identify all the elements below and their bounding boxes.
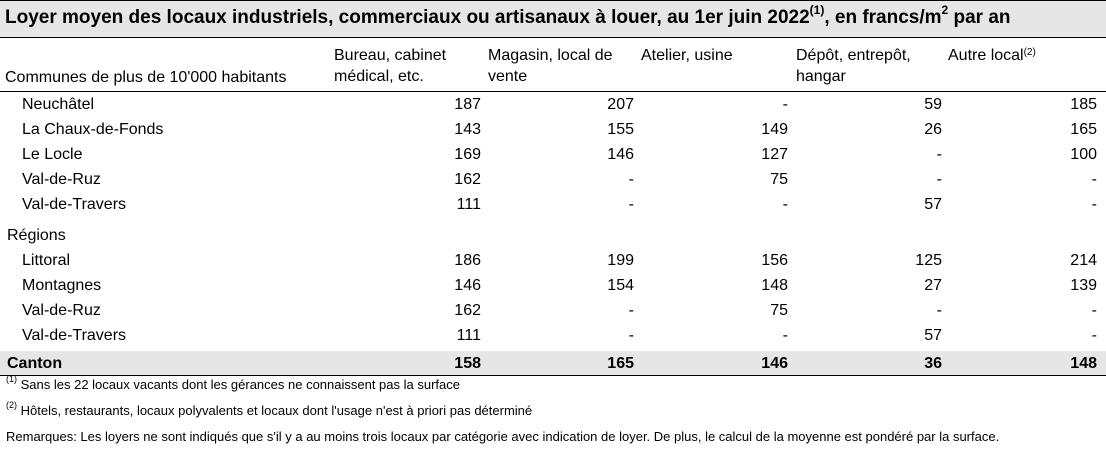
table-row: [0, 298, 1106, 323]
row-value: 127: [761, 146, 788, 163]
remarks: Remarques: Les loyers ne sont indiqués que s'il y a au moins trois locaux par catégorie avec indication de loyer. De plus, le calcul de la moyenne est pondéré par la surface.: [6, 429, 1000, 444]
row-value: -: [1091, 171, 1097, 188]
header-col-depot-line1: Dépôt, entrepôt,: [796, 47, 911, 64]
row-value: 139: [1070, 277, 1097, 294]
header-col-atelier: [641, 45, 733, 66]
row-value: 199: [607, 252, 634, 269]
header-col-depot: [796, 45, 911, 87]
row-value: 186: [454, 252, 481, 269]
row-value: 57: [924, 327, 942, 344]
row-value: -: [628, 327, 634, 344]
row-value: 162: [454, 171, 481, 188]
row-value: 214: [1070, 252, 1097, 269]
row-value: 165: [1070, 121, 1097, 138]
table-row: [0, 117, 1106, 142]
table-row: [0, 192, 1106, 217]
row-value: -: [1091, 327, 1097, 344]
header-col-magasin-line1: Magasin, local de: [488, 47, 613, 64]
table-row: [0, 142, 1106, 167]
footnote-2: [6, 400, 533, 418]
row-label: Val-de-Ruz: [22, 302, 101, 319]
row-value: 125: [915, 252, 942, 269]
row-value: -: [628, 302, 634, 319]
row-value: 156: [761, 252, 788, 269]
row-value: 59: [924, 96, 942, 113]
total-value: 146: [761, 355, 788, 372]
row-value: 185: [1070, 96, 1097, 113]
header-col-magasin-line2: vente: [488, 68, 528, 85]
row-label: Le Locle: [22, 146, 83, 163]
row-value: 75: [770, 302, 788, 319]
header-col-bureau: [334, 45, 446, 87]
header-col-depot-line2: hangar: [796, 68, 846, 85]
footnote-2-marker: (2): [6, 400, 17, 410]
total-value: 165: [607, 355, 634, 372]
header-col-autre-footnote: (2): [1023, 47, 1036, 58]
row-value: 100: [1070, 146, 1097, 163]
row-value: 143: [454, 121, 481, 138]
footnote-2-text: Hôtels, restaurants, locaux polyvalents et locaux dont l'usage n'est à priori pas déterminé: [17, 403, 533, 418]
row-label: Val-de-Travers: [22, 327, 127, 344]
row-value: -: [1091, 302, 1097, 319]
row-value: 111: [456, 196, 481, 213]
regions-label: Régions: [7, 227, 66, 244]
row-value: 155: [607, 121, 634, 138]
total-label: Canton: [7, 355, 63, 372]
row-value: 149: [761, 121, 788, 138]
row-label: Littoral: [22, 252, 71, 269]
row-value: -: [782, 96, 788, 113]
row-value: 187: [454, 96, 481, 113]
title-unit: , en francs/m: [824, 7, 942, 28]
row-label: La Chaux-de-Fonds: [22, 121, 164, 138]
row-label: Val-de-Travers: [22, 196, 127, 213]
total-value: 148: [1070, 355, 1097, 372]
row-value: 75: [770, 171, 788, 188]
row-value: -: [936, 171, 942, 188]
header-row-label: Communes de plus de 10'000 habitants: [5, 69, 287, 86]
regions-section-row: [0, 223, 1106, 248]
title-exponent: 2: [941, 3, 949, 17]
footnote-1-text: Sans les 22 locaux vacants dont les gérances ne connaissent pas la surface: [17, 377, 460, 392]
row-value: 111: [456, 327, 481, 344]
row-label: Val-de-Ruz: [22, 171, 101, 188]
row-value: -: [628, 196, 634, 213]
row-value: 169: [454, 146, 481, 163]
row-value: 26: [924, 121, 942, 138]
row-label: Neuchâtel: [22, 96, 95, 113]
total-value: 36: [924, 355, 942, 372]
header-col-autre-label: Autre local: [948, 47, 1024, 64]
header-col-bureau-line1: Bureau, cabinet: [334, 47, 447, 64]
title-footnote-1: (1): [809, 3, 825, 17]
row-value: -: [936, 302, 942, 319]
total-value: 158: [454, 355, 481, 372]
header-col-autre: [948, 45, 1036, 66]
footnote-1: [6, 374, 460, 392]
row-value: 162: [454, 302, 481, 319]
row-value: 154: [607, 277, 634, 294]
row-value: 146: [607, 146, 634, 163]
row-value: 27: [924, 277, 942, 294]
row-value: 148: [761, 277, 788, 294]
row-value: 207: [607, 96, 634, 113]
row-value: 57: [924, 196, 942, 213]
row-value: -: [782, 327, 788, 344]
table-row: [0, 273, 1106, 298]
title-main: Loyer moyen des locaux industriels, commerciaux ou artisanaux à louer, au 1er juin 2022: [5, 7, 810, 28]
row-value: 146: [454, 277, 481, 294]
table-title: [5, 3, 1011, 29]
total-row: [0, 351, 1106, 376]
header-col-bureau-line2: médical, etc.: [334, 68, 424, 85]
table-title-bar: [0, 0, 1106, 38]
row-value: -: [782, 196, 788, 213]
table-row: [0, 92, 1106, 117]
table-row: [0, 167, 1106, 192]
table-row: [0, 323, 1106, 348]
row-value: -: [936, 146, 942, 163]
row-value: -: [628, 171, 634, 188]
footnote-1-marker: (1): [6, 374, 17, 384]
header-col-magasin: [488, 45, 613, 87]
header-col-atelier-line1: Atelier, usine: [641, 47, 733, 64]
title-end: par an: [948, 7, 1011, 28]
table-row: [0, 248, 1106, 273]
row-label: Montagnes: [22, 277, 102, 294]
row-value: -: [1091, 196, 1097, 213]
